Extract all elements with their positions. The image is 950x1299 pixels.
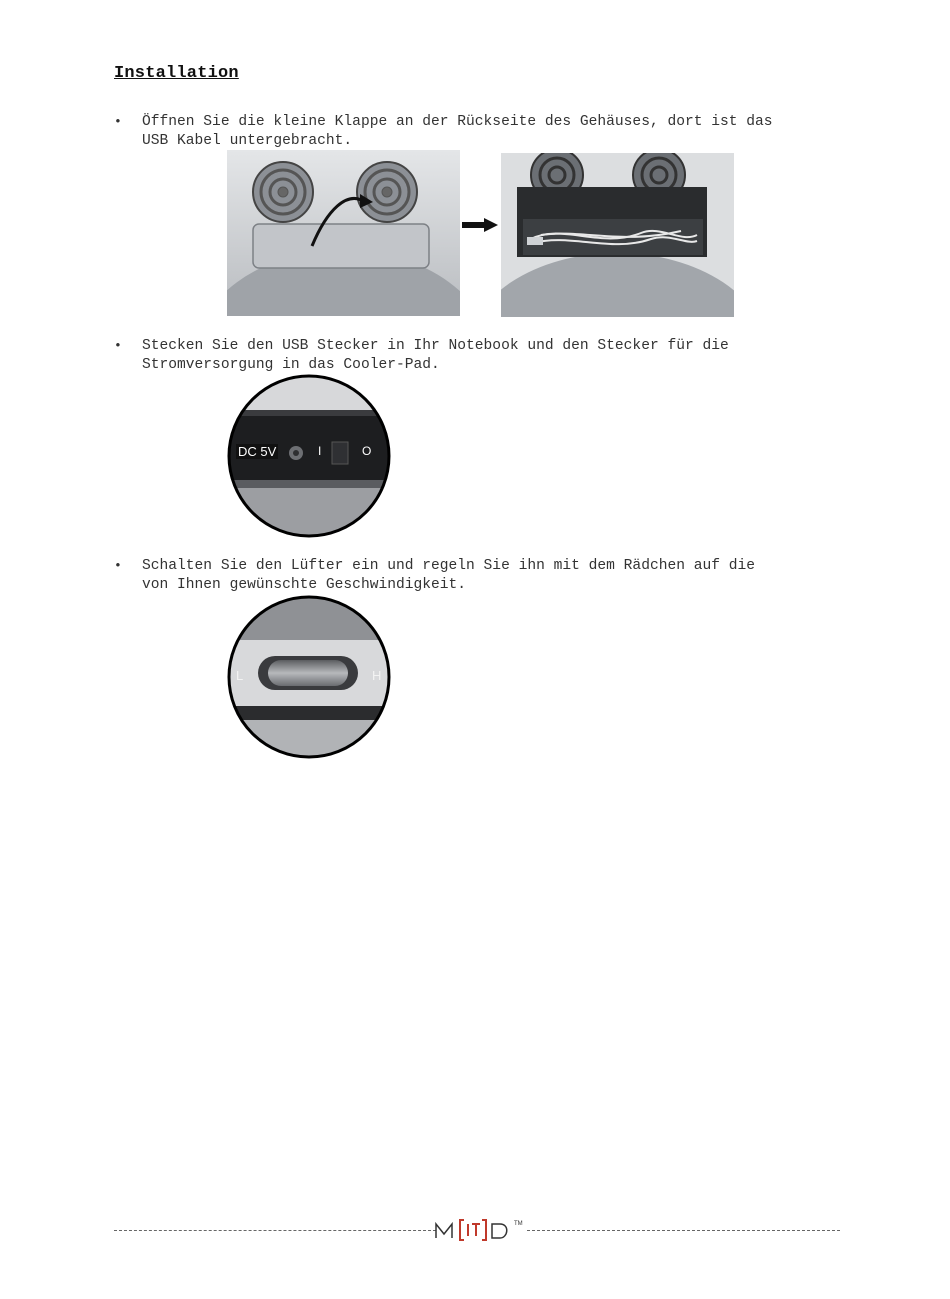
- svg-text:TM: TM: [514, 1221, 523, 1227]
- power-switch-icon: [332, 442, 348, 464]
- photo-speed-wheel-closeup: [226, 594, 392, 760]
- photo-cooler-pad-open: [501, 153, 734, 317]
- step-3-text: Schalten Sie den Lüfter ein und regeln Sie ihn mit dem Rädchen auf die von Ihnen gewünschte Geschwindigkeit.: [142, 558, 756, 593]
- arrow-right-icon: [462, 218, 498, 232]
- switch-off-label: O: [362, 444, 372, 458]
- bullet-icon: •: [114, 114, 122, 129]
- step-2-text: Stecken Sie den USB Stecker in Ihr Notebook und den Stecker für die Stromversorgung in das Cooler-Pad.: [142, 338, 729, 373]
- brand-logo: [434, 1216, 530, 1242]
- switch-on-label: I: [318, 444, 322, 458]
- speed-wheel-icon: [268, 660, 348, 686]
- step-1-text: Öffnen Sie die kleine Klappe an der Rückseite des Gehäuses, dort ist das USB Kabel untergebracht.: [142, 114, 773, 149]
- bullet-icon: •: [114, 338, 122, 353]
- fan-icon: [357, 162, 417, 222]
- bullet-icon: •: [114, 558, 122, 573]
- footer-divider-right: [527, 1230, 840, 1231]
- page-heading: Installation: [114, 64, 239, 83]
- dc-5v-label: DC 5V: [238, 444, 277, 459]
- photo-power-port-closeup: [226, 372, 392, 540]
- low-speed-label: L: [236, 668, 244, 683]
- high-speed-label: H: [372, 668, 382, 683]
- photo-cooler-pad-closed: [227, 150, 460, 316]
- fan-icon: [253, 162, 313, 222]
- footer-divider-left: [114, 1230, 436, 1231]
